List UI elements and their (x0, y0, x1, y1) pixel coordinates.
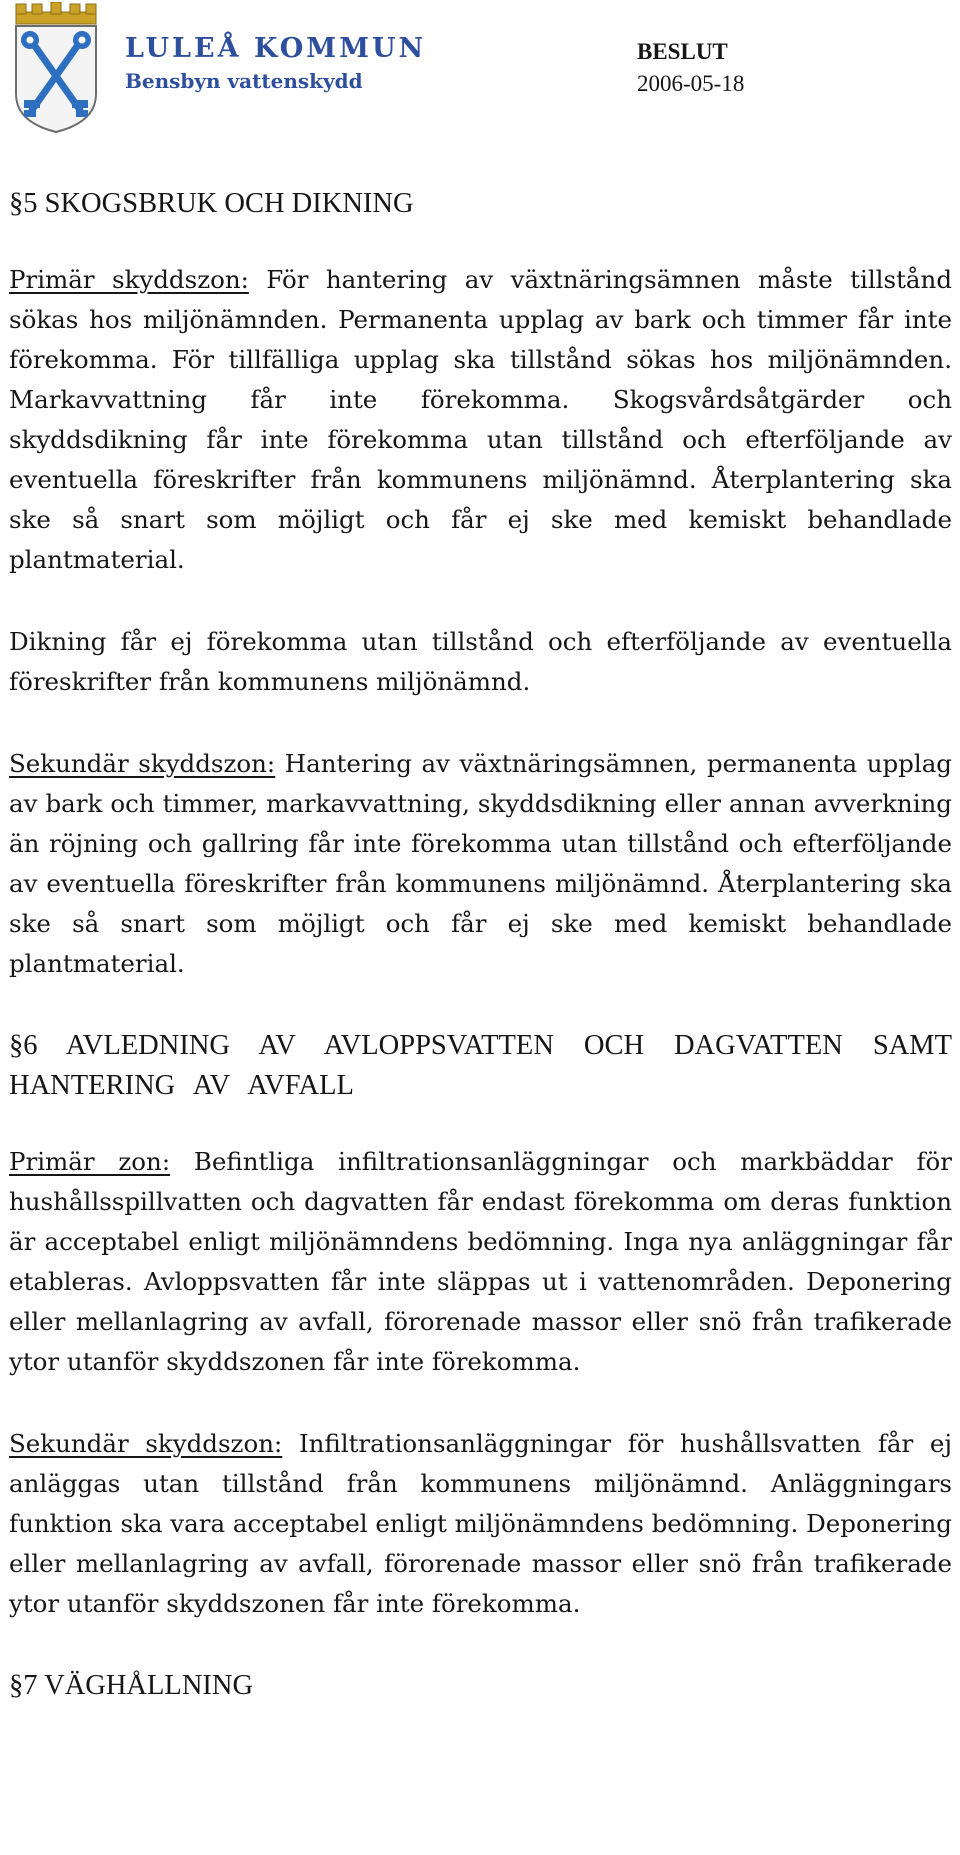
document-date: 2006-05-18 (637, 71, 745, 96)
secondary-zone-label: Sekundär skyddszon: (9, 1429, 283, 1458)
document-meta (637, 38, 744, 98)
section-5-primary-zone-paragraph (9, 260, 952, 580)
primary-zone-text: För hantering av växtnäringsämnen måste tillstånd sökas hos miljönämnden. Permanenta upplag av bark och timmer får inte förekomma. För tillfälliga upplag ska tillstånd sökas hos miljönämnden. Markavvattning får inte förekomma. Skogsvårdsåtgärder och skyddsdikning får inte förekomma utan tillstånd och efterföljande av eventuella föreskrifter från kommunens miljönämnd. Återplantering ska ske så snart som möjligt och får ej ske med kemiskt behandlade plantmaterial. (9, 265, 952, 574)
secondary-zone-text: Infiltrationsanläggningar för hushållsvatten får ej anläggas utan tillstånd från kommunens miljönämnd. Anläggningars funktion ska vara acceptabel enligt miljönämndens bedömning. Deponering eller mellanlagring av avfall, förorenade massor eller snö från trafikerade ytor utanför skyddszonen får inte förekomma. (9, 1429, 952, 1618)
primary-zone-label: Primär zon: (9, 1147, 171, 1176)
section-5-ditching-paragraph: Dikning får ej förekomma utan tillstånd och efterföljande av eventuella föreskrifter från kommunens miljönämnd. (9, 627, 952, 696)
document-type: BESLUT (637, 39, 728, 64)
section-6-secondary-zone-paragraph (9, 1424, 952, 1624)
organization-block (125, 34, 426, 94)
secondary-zone-label: Sekundär skyddszon: (9, 749, 276, 778)
document-body (9, 184, 952, 1706)
section-5-heading: §5 SKOGSBRUK OCH DIKNING (9, 188, 414, 219)
secondary-zone-text: Hantering av växtnäringsämnen, permanenta upplag av bark och timmer, markavvattning, skyddsdikning eller annan avverkning än röjning och gallring får inte förekomma utan tillstånd och efterföljande av eventuella föreskrifter från kommunens miljönämnd. Återplantering ska ske så snart som möjligt och får ej ske med kemiskt behandlade plantmaterial. (9, 749, 952, 978)
section-5-secondary-zone-paragraph (9, 744, 952, 984)
lulea-coat-of-arms-icon (10, 2, 102, 134)
document-header (0, 0, 960, 140)
document-subject: Bensbyn vattenskydd (125, 69, 363, 93)
section-6-heading: §6 AVLEDNING AV AVLOPPSVATTEN OCH DAGVATTEN SAMT HANTERING AV AVFALL (9, 1030, 952, 1101)
section-6-primary-zone-paragraph (9, 1142, 952, 1382)
primary-zone-label: Primär skyddszon: (9, 265, 249, 294)
section-7-heading: §7 VÄGHÅLLNING (9, 1670, 254, 1701)
organization-name: LULEÅ KOMMUN (125, 33, 427, 64)
primary-zone-text: Befintliga infiltrationsanläggningar och markbäddar för hushållsspillvatten och dagvatten får endast förekomma om deras funktion är acceptabel enligt miljönämndens bedömning. Inga nya anläggningar får etableras. Avloppsvatten får inte släppas ut i vattenområden. Deponering eller mellanlagring av avfall, förorenade massor eller snö från trafikerade ytor utanför skyddszonen får inte förekomma. (9, 1147, 952, 1376)
